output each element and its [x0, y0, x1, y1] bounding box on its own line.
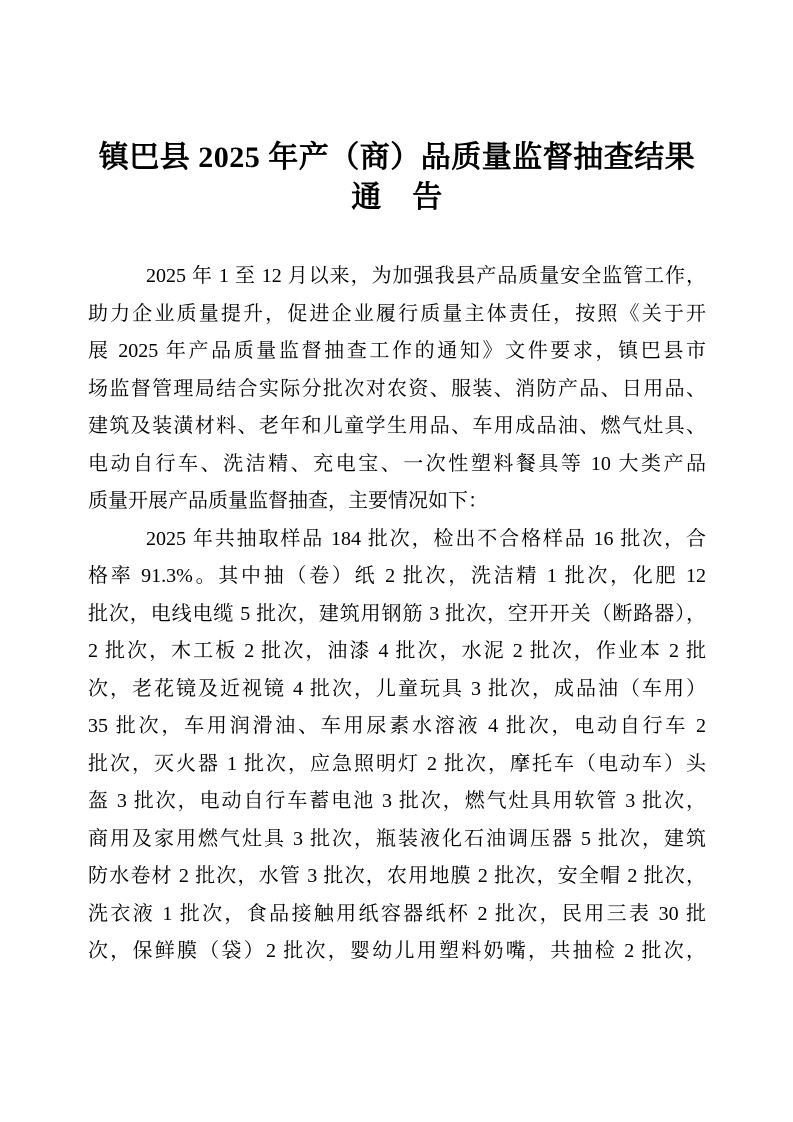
text-line: 35 批次，车用润滑油、车用尿素水溶液 4 批次，电动自行车 2: [88, 715, 706, 737]
text-line: 次，保鲜膜（袋）2 批次，婴幼儿用塑料奶嘴，共抽检 2 批次，: [88, 940, 706, 962]
document-title: [88, 138, 706, 218]
text-line: 2025 年 1 至 12 月以来，为加强我县产品质量安全监管工作，: [146, 265, 706, 287]
text-line: 展 2025 年产品质量监督抽查工作的通知》文件要求，镇巴县市: [88, 340, 706, 362]
paragraph-intro: [88, 258, 706, 521]
text-line: 助力企业质量提升，促进企业履行质量主体责任，按照《关于开: [88, 302, 706, 325]
text-line: 2025 年共抽取样品 184 批次，检出不合格样品 16 批次，合: [146, 527, 706, 550]
title-line-1: 镇巴县 2025 年产（商）品质量监督抽查结果: [98, 141, 696, 174]
text-line: 洗衣液 1 批次，食品接触用纸容器纸杯 2 批次，民用三表 30 批: [88, 902, 706, 925]
text-line: 盔 3 批次，电动自行车蓄电池 3 批次，燃气灶具用软管 3 批次，: [88, 790, 706, 812]
text-line: 商用及家用燃气灶具 3 批次，瓶装液化石油调压器 5 批次，建筑: [88, 827, 706, 850]
text-line: 电动自行车、洗洁精、充电宝、一次性塑料餐具等 10 大类产品: [88, 452, 706, 475]
text-line: 场监督管理局结合实际分批次对农资、服装、消防产品、日用品、: [88, 377, 706, 400]
text-line: 格率 91.3%。其中抽（卷）纸 2 批次，洗洁精 1 批次，化肥 12: [88, 565, 706, 587]
text-line: 建筑及装潢材料、老年和儿童学生用品、车用成品油、燃气灶具、: [88, 415, 706, 437]
text-line: 质量开展产品质量监督抽查，主要情况如下：: [88, 490, 488, 512]
text-line: 2 批次，木工板 2 批次，油漆 4 批次，水泥 2 批次，作业本 2 批: [88, 640, 706, 662]
paragraph-results: [88, 521, 706, 971]
text-line: 批次，电线电缆 5 批次，建筑用钢筋 3 批次，空开开关（断路器），: [88, 602, 706, 625]
text-line: 次，老花镜及近视镜 4 批次，儿童玩具 3 批次，成品油（车用）: [88, 677, 706, 700]
text-line: 批次，灭火器 1 批次，应急照明灯 2 批次，摩托车（电动车）头: [88, 752, 706, 775]
document-body: [88, 258, 706, 971]
title-line-2: 通 告: [351, 181, 443, 214]
text-line: 防水卷材 2 批次，水管 3 批次，农用地膜 2 批次，安全帽 2 批次，: [88, 865, 706, 887]
